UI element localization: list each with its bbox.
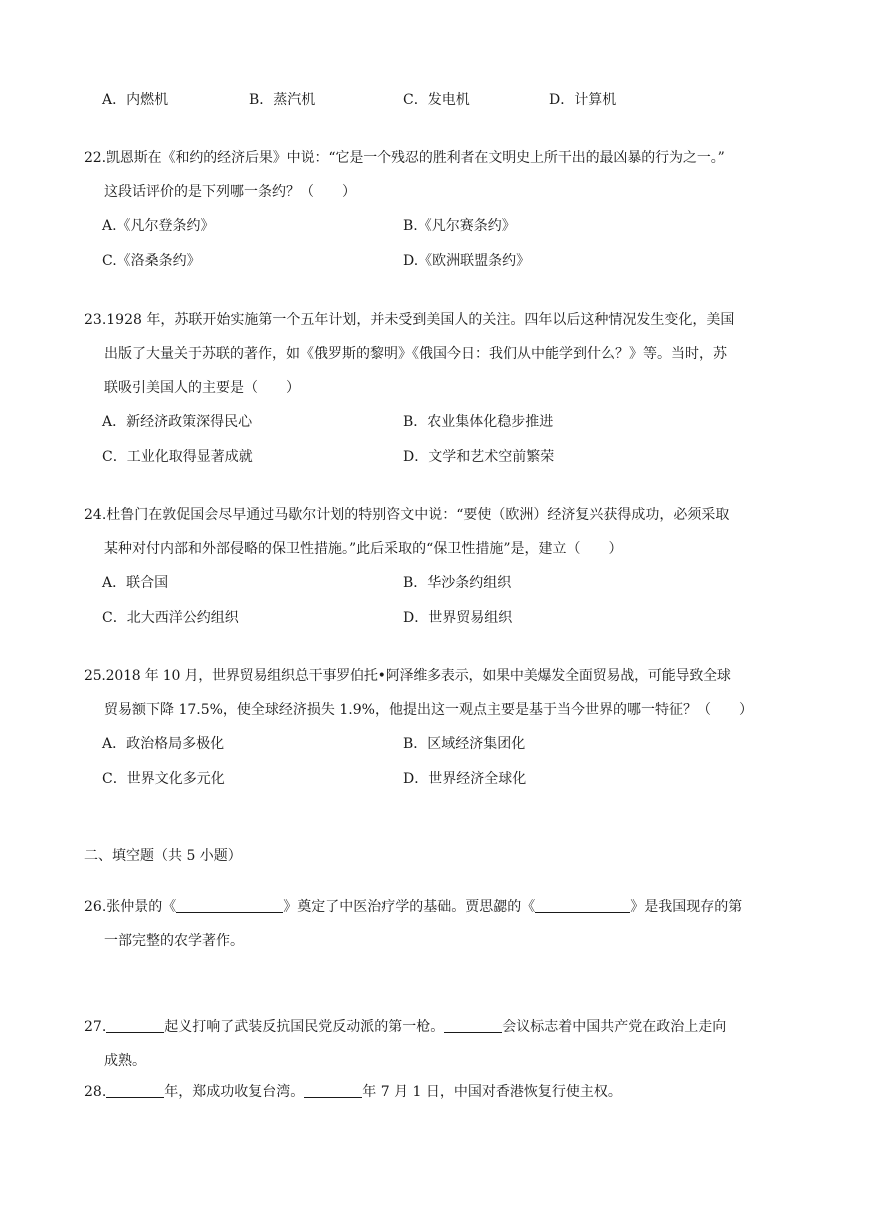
q23-stem-line3: 联吸引美国人的主要是（ ） bbox=[104, 380, 300, 396]
q21-option-c: C．发电机 bbox=[403, 92, 470, 108]
q27-stem-line2: 成熟。 bbox=[104, 1053, 146, 1069]
q25-stem-line2: 贸易额下降 17.5%，使全球经济损失 1.9%，他提出这一观点主要是基于当今世界的哪一特征？（ ） bbox=[104, 702, 753, 718]
q24-option-c: C．北大西洋公约组织 bbox=[102, 610, 239, 626]
q21-option-b: B．蒸汽机 bbox=[249, 92, 316, 108]
q23-option-c: C．工业化取得显著成就 bbox=[102, 449, 253, 465]
q23-stem-line2: 出版了大量关于苏联的著作，如《俄罗斯的黎明》《俄国今日：我们从中能学到什么？》等。当时，苏 bbox=[104, 346, 727, 362]
q24-option-a: A．联合国 bbox=[102, 575, 169, 591]
q26-text-part1: 26.张仲景的《 bbox=[84, 899, 177, 915]
q22-option-a: A.《凡尔登条约》 bbox=[102, 218, 215, 234]
q26-text-part2: 》奠定了中医治疗学的基础。贾思勰的《 bbox=[283, 899, 536, 915]
q21-option-d: D．计算机 bbox=[549, 92, 617, 108]
q27-number: 27. bbox=[84, 1019, 107, 1035]
q28-blank-2[interactable] bbox=[304, 1082, 362, 1098]
q25-option-c: C．世界文化多元化 bbox=[102, 771, 225, 787]
q26-blank-1[interactable] bbox=[176, 897, 283, 913]
q25-option-d: D．世界经济全球化 bbox=[403, 771, 527, 787]
q22-option-d: D.《欧洲联盟条约》 bbox=[403, 253, 531, 269]
q24-stem-line1: 24.杜鲁门在敦促国会尽早通过马歇尔计划的特别咨文中说：“要使（欧洲）经济复兴获得成功，必须采取 bbox=[84, 507, 730, 523]
q24-option-d: D．世界贸易组织 bbox=[403, 610, 513, 626]
q28-text-part2: 年 7 月 1 日，中国对香港恢复行使主权。 bbox=[362, 1084, 622, 1100]
q27-stem-line1 bbox=[84, 1017, 726, 1037]
q22-stem-line2: 这段话评价的是下列哪一条约？（ ） bbox=[104, 184, 356, 200]
q26-stem-line2: 一部完整的农学著作。 bbox=[104, 933, 244, 949]
q28-text-part1: 年，郑成功收复台湾。 bbox=[164, 1084, 305, 1100]
q26-stem-line1 bbox=[84, 897, 742, 917]
q24-stem-line2: 某种对付内部和外部侵略的保卫性措施。”此后采取的“保卫性措施”是，建立（ ） bbox=[104, 541, 623, 557]
section-heading-fill-in: 二、填空题（共 5 小题） bbox=[84, 848, 242, 864]
q24-option-b: B．华沙条约组织 bbox=[403, 575, 512, 591]
q26-blank-2[interactable] bbox=[535, 897, 630, 913]
q22-option-c: C.《洛桑条约》 bbox=[102, 253, 201, 269]
q27-text-part1: 起义打响了武装反抗国民党反动派的第一枪。 bbox=[164, 1019, 445, 1035]
q23-option-d: D．文学和艺术空前繁荣 bbox=[403, 449, 555, 465]
q27-blank-2[interactable] bbox=[444, 1017, 502, 1033]
q28-stem-line1 bbox=[84, 1082, 622, 1102]
q21-option-a: A．内燃机 bbox=[102, 92, 169, 108]
q27-blank-1[interactable] bbox=[106, 1017, 164, 1033]
q26-text-part3: 》是我国现存的第 bbox=[630, 899, 743, 915]
q28-number: 28. bbox=[84, 1084, 107, 1100]
q23-stem-line1: 23.1928 年，苏联开始实施第一个五年计划，并未受到美国人的关注。四年以后这种情况发生变化，美国 bbox=[84, 312, 735, 328]
q23-option-b: B．农业集体化稳步推进 bbox=[403, 414, 554, 430]
q25-option-a: A．政治格局多极化 bbox=[102, 736, 225, 752]
q25-option-b: B．区域经济集团化 bbox=[403, 736, 526, 752]
q27-text-part2: 会议标志着中国共产党在政治上走向 bbox=[502, 1019, 727, 1035]
q23-option-a: A．新经济政策深得民心 bbox=[102, 414, 253, 430]
q28-blank-1[interactable] bbox=[106, 1082, 164, 1098]
q22-option-b: B.《凡尔赛条约》 bbox=[403, 218, 516, 234]
q22-stem-line1: 22.凯恩斯在《和约的经济后果》中说：“它是一个残忍的胜利者在文明史上所干出的最凶暴的行为之一。” bbox=[84, 150, 725, 166]
q25-stem-line1: 25.2018 年 10 月，世界贸易组织总干事罗伯托•阿泽维多表示，如果中美爆发全面贸易战，可能导致全球 bbox=[84, 668, 731, 684]
